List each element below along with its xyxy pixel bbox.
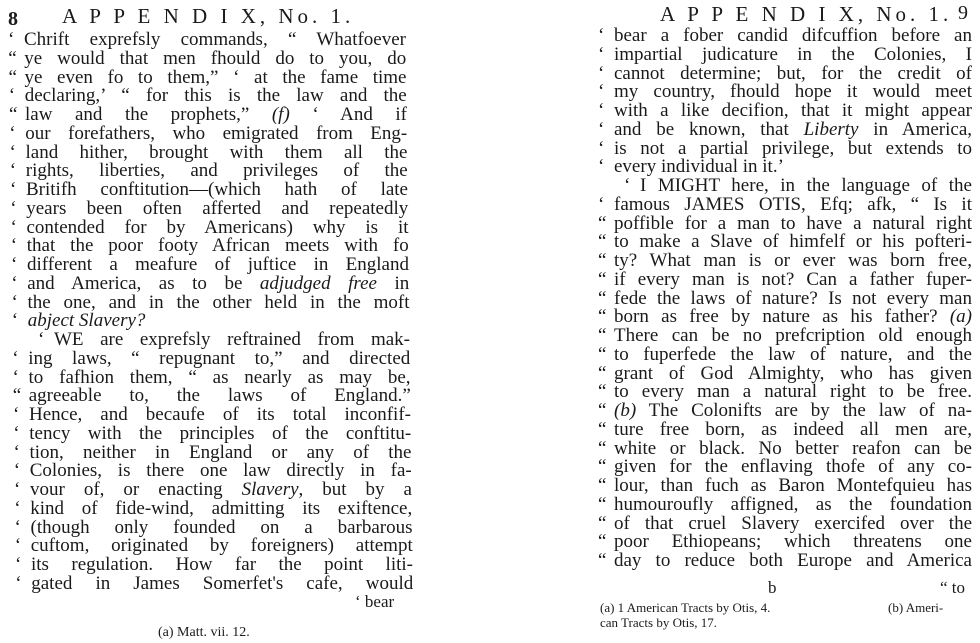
footnote-continuation: can Tracts by Otis, 17.	[600, 615, 717, 630]
line-text: years been often afferted and repeatedly	[26, 197, 409, 219]
footnote: (a) Matt. vii. 12.	[158, 625, 250, 640]
text-line	[598, 176, 972, 195]
quote-mark: “	[598, 550, 607, 571]
text-line	[598, 551, 972, 570]
line-text: Britifh conftitution—(which hath of late	[26, 179, 408, 200]
line-text: ty? What man is or ever was born free,	[614, 250, 972, 271]
line-text: to every man a natural right to be free.	[614, 381, 972, 403]
text-line	[598, 120, 972, 139]
text-line	[9, 124, 407, 143]
left-page	[0, 0, 430, 643]
line-text: to fuperfede the law of nature, and the	[614, 343, 972, 365]
line-text: land hither, brought with them all the	[25, 141, 408, 163]
quote-mark: ‘	[14, 535, 22, 557]
text-line	[598, 157, 972, 176]
text-line	[13, 368, 411, 387]
line-text: lour, than fuch as Baron Montefquieu has	[614, 475, 972, 496]
quote-mark: “	[598, 456, 607, 478]
line-text: impartial judicature in the Colonies, I	[614, 43, 972, 65]
text-line	[598, 232, 972, 251]
catchword: ‘ bear	[355, 592, 395, 611]
line-text: contended for by Americans) why is it	[26, 216, 409, 238]
line-text: gated in James Somerfet's cafe, would	[31, 572, 414, 594]
text-line	[11, 218, 409, 237]
line-text: ture free born, as indeed all men are,	[614, 418, 972, 440]
text-line	[12, 330, 410, 349]
text-line	[8, 49, 406, 68]
quote-mark: ‘	[14, 497, 21, 519]
quote-mark: ‘	[12, 366, 19, 388]
quote-mark: ‘	[598, 100, 605, 121]
quote-mark: “	[598, 343, 607, 365]
quote-mark: “	[598, 212, 607, 234]
quote-mark: ‘	[624, 175, 631, 196]
line-text: to make a Slave of himfelf or his pofteri-	[614, 231, 972, 253]
quote-mark: ‘	[598, 118, 605, 140]
text-line	[598, 307, 972, 326]
text-line	[598, 45, 972, 64]
running-head: A P P E N D I X, No. 1.	[62, 4, 355, 28]
text-line	[598, 289, 972, 308]
quote-mark: ‘	[598, 62, 605, 84]
quote-mark: “	[8, 47, 17, 69]
line-text: poffible for a man to have a natural right	[614, 212, 972, 234]
line-text: my country, fhould hope it would meet	[614, 81, 972, 103]
line-text: our forefathers, who emigrated from Eng-	[25, 122, 408, 144]
text-line	[9, 68, 407, 87]
line-text: Hence, and becaufe of its total inconfif-	[29, 404, 411, 425]
text-line	[598, 420, 972, 439]
quote-mark: ‘	[11, 291, 18, 313]
text-line	[15, 536, 413, 555]
text-line	[598, 64, 972, 83]
text-line	[10, 180, 408, 199]
text-line	[598, 270, 972, 289]
line-text: agreeable to, the laws of England.”	[28, 385, 411, 407]
quote-mark: “	[598, 381, 607, 403]
text-line	[598, 439, 972, 458]
text-line	[8, 30, 406, 49]
text-line	[12, 349, 410, 368]
quote-mark: ‘	[15, 572, 22, 594]
text-line	[12, 293, 410, 312]
line-text: day to reduce both Europe and America	[614, 550, 972, 571]
line-text: kind of fide-wind, admitting its exiftence,	[30, 497, 413, 519]
quote-mark: ‘	[13, 404, 20, 425]
text-line	[10, 143, 408, 162]
text-line	[598, 139, 972, 158]
quote-mark: “	[598, 531, 607, 553]
line-text: if every man is not? Can a father fuper-	[614, 268, 972, 290]
text-line	[13, 386, 411, 405]
quote-mark: “	[598, 231, 607, 253]
line-text: to fafhion them, “ as nearly as may be,	[28, 366, 411, 388]
line-text: I MIGHT here, in the language of the	[640, 175, 972, 196]
quote-mark: ‘	[11, 254, 18, 275]
line-text: its regulation. How far the point liti-	[31, 554, 413, 575]
text-line	[598, 532, 972, 551]
line-text: and America, as to be adjudged free in	[27, 272, 410, 294]
line-text: every individual in it.’	[614, 156, 784, 178]
text-line	[598, 26, 972, 45]
quote-mark: ‘	[598, 137, 605, 159]
line-text: tion, neither in England or any of the	[29, 441, 412, 463]
text-line	[598, 251, 972, 270]
quote-mark: “	[12, 385, 22, 407]
footnote-b: (b) Ameri-	[888, 600, 944, 615]
line-text: given for the enflaving thofe of any co-	[614, 456, 972, 478]
line-text: with a like decifion, that it might appear	[614, 100, 972, 121]
line-text: vour of, or enacting Slavery, but by a	[30, 479, 412, 500]
quote-mark: ‘	[598, 43, 605, 65]
quote-mark: ‘	[9, 141, 16, 163]
quote-mark: ‘	[9, 122, 16, 144]
text-line	[598, 495, 972, 514]
text-line	[598, 401, 972, 420]
line-text: There can be no prefcription old enough	[614, 325, 972, 346]
line-text: ye even fo to them,” ‘ at the fame time	[24, 66, 407, 88]
line-text: humouroufly affigned, as the foundation	[614, 493, 972, 515]
page-number: 9	[958, 2, 968, 24]
quote-mark: “	[598, 325, 607, 346]
line-text: ye would that men fhould do to you, do	[24, 47, 407, 69]
quote-mark: “	[598, 400, 607, 421]
quote-mark: ‘	[11, 272, 18, 294]
line-text: and be known, that Liberty in America,	[614, 118, 973, 140]
text-line	[12, 311, 410, 330]
quote-mark: “	[598, 475, 607, 496]
quote-mark: ‘	[14, 479, 21, 500]
line-text: fede the laws of nature? Is not every man	[614, 287, 972, 309]
quote-mark: “	[8, 66, 17, 88]
running-head: A P P E N D I X, No. 1.	[660, 2, 953, 26]
line-text: that the poor footy African meets with fo	[26, 235, 409, 257]
line-text: abject Slavery?	[27, 310, 146, 332]
text-line	[598, 382, 972, 401]
text-line	[10, 199, 408, 218]
quote-mark: ‘	[11, 310, 19, 332]
text-line	[9, 105, 407, 124]
line-text: law and the prophets,” (f) ‘ And if	[25, 104, 407, 125]
quote-mark: “	[598, 493, 607, 515]
quote-mark: ‘	[8, 29, 15, 50]
line-text: the one, and in the other held in the moft	[27, 291, 410, 313]
quote-mark: “	[598, 287, 607, 309]
quote-mark: “	[598, 306, 607, 328]
line-text: born as free by nature as his father? (a)	[614, 306, 972, 328]
text-line	[598, 364, 972, 383]
quote-mark: ‘	[10, 216, 17, 238]
line-text: grant of God Almighty, who has given	[614, 362, 972, 384]
text-line	[598, 214, 972, 233]
line-text: bear a fober candid difcuffion before an	[614, 25, 972, 46]
quote-mark: “	[598, 418, 607, 440]
quote-mark: ‘	[14, 516, 21, 538]
text-line	[598, 514, 972, 533]
catchword: “ to	[940, 578, 966, 597]
quote-mark: ‘	[13, 460, 21, 482]
text-line	[598, 101, 972, 120]
quote-mark: ‘	[12, 347, 19, 369]
text-line	[15, 555, 413, 574]
line-text: ing laws, “ repugnant to,” and directed	[28, 347, 411, 369]
quote-mark: ‘	[38, 329, 45, 350]
line-text: WE are exprefsly reftrained from mak-	[54, 329, 410, 350]
line-text: declaring,’ “ for this is the law and the	[24, 85, 407, 107]
quote-mark: ‘	[9, 160, 17, 182]
line-text: Colonies, is there one law directly in fa-	[29, 460, 412, 482]
quote-mark: “	[598, 512, 607, 534]
text-line	[598, 476, 972, 495]
line-text: (b) The Colonifts are by the law of na-	[614, 400, 972, 421]
line-text: rights, liberties, and privileges of the	[25, 160, 408, 182]
text-line	[10, 161, 408, 180]
quote-mark: ‘	[8, 85, 16, 107]
right-page	[560, 0, 980, 643]
quote-mark: ‘	[598, 25, 605, 46]
quote-mark: ‘	[13, 422, 20, 444]
text-line	[598, 457, 972, 476]
quote-mark: ‘	[10, 235, 18, 257]
quote-mark: ‘	[10, 197, 17, 219]
line-text: of that cruel Slavery exercifed over the	[614, 512, 972, 534]
quote-mark: ‘	[598, 193, 605, 215]
text-line	[11, 274, 409, 293]
quote-mark: ‘	[13, 441, 20, 463]
text-line	[598, 345, 972, 364]
quote-mark: “	[598, 362, 607, 384]
line-text: tency with the principles of the conftitu-	[29, 422, 412, 444]
line-text: famous JAMES OTIS, Efq; afk, “ Is it	[614, 193, 972, 215]
text-line	[598, 82, 972, 101]
text-line	[13, 424, 411, 443]
line-text: white or black. No better reafon can be	[614, 437, 972, 459]
text-line	[11, 255, 409, 274]
quote-mark: ‘	[598, 81, 605, 103]
quote-mark: ‘	[15, 554, 22, 575]
line-text: different a meafure of juftice in England	[27, 254, 409, 275]
line-text: poor Ethiopeans; which threatens one	[614, 531, 972, 553]
line-text: (though only founded on a barbarous	[30, 516, 413, 538]
text-line	[15, 518, 413, 537]
text-line	[15, 574, 413, 593]
line-text: cannot determine; but, for the credit of	[614, 62, 972, 84]
text-line	[14, 499, 412, 518]
text-line	[14, 480, 412, 499]
line-text: is not a partial privilege, but extends to	[614, 137, 972, 159]
text-line	[14, 443, 412, 462]
quote-mark: ‘	[10, 179, 17, 200]
text-line	[11, 236, 409, 255]
line-text: Chrift exprefsly commands, “ Whatfoever	[24, 29, 406, 50]
page-number: 8	[8, 8, 18, 30]
quote-mark: “	[9, 104, 18, 125]
quote-mark: ‘	[598, 156, 605, 178]
text-line	[598, 326, 972, 345]
text-line	[598, 195, 972, 214]
text-line	[14, 461, 412, 480]
quote-mark: “	[598, 268, 607, 290]
quote-mark: “	[598, 250, 607, 271]
footnote-a: (a) 1 American Tracts by Otis, 4.	[600, 600, 771, 615]
quote-mark: “	[598, 437, 607, 459]
text-line	[9, 86, 407, 105]
signature-mark: b	[768, 578, 777, 597]
text-line	[13, 405, 411, 424]
line-text: cuftom, originated by foreigners) attempt	[30, 535, 413, 557]
